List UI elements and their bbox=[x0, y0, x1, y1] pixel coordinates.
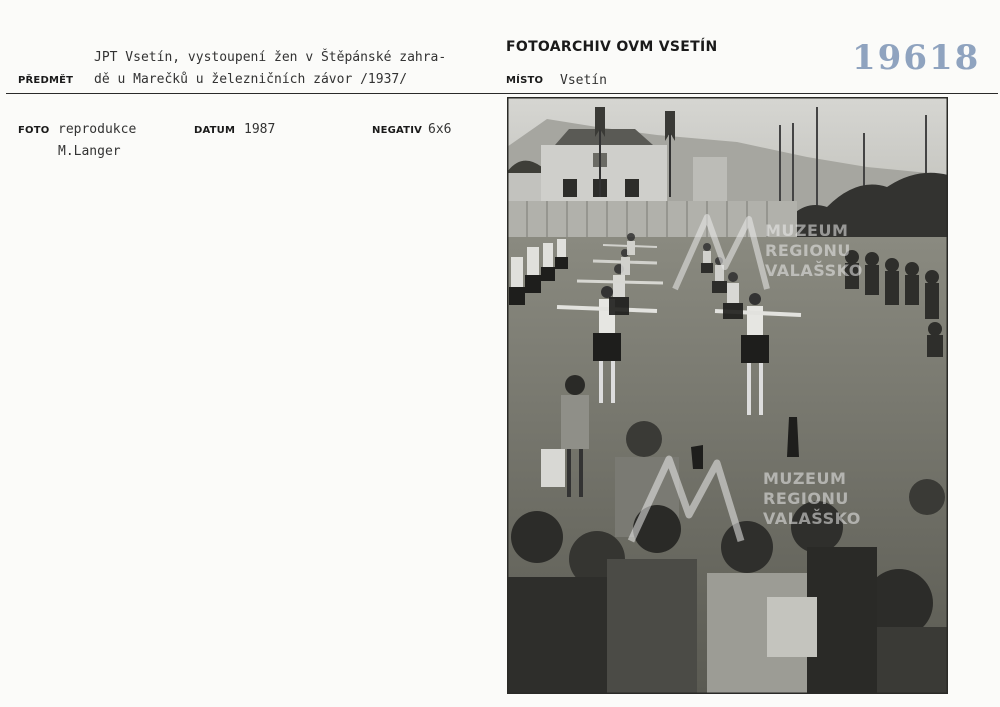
museum-logo-icon-bottom bbox=[623, 449, 763, 549]
watermark-bottom-line-1: MUZEUM bbox=[763, 469, 847, 488]
subject-line-2: dě u Marečků u železničních závor /1937/ bbox=[94, 72, 408, 87]
negativ-value: 6x6 bbox=[428, 122, 452, 137]
watermark-bottom-line-2: REGIONU bbox=[763, 489, 849, 508]
foto-value-line-2: M.Langer bbox=[58, 144, 121, 159]
watermark-top-line-2: REGIONU bbox=[765, 241, 851, 260]
misto-label: MÍSTO bbox=[506, 75, 544, 86]
watermark-bottom bbox=[763, 469, 861, 529]
watermark-bottom-line-3: VALAŠSKO bbox=[763, 509, 861, 528]
archive-title: FOTOARCHIV OVM VSETÍN bbox=[506, 39, 718, 55]
negativ-label: NEGATIV bbox=[372, 125, 423, 136]
watermark-top-line-1: MUZEUM bbox=[765, 221, 849, 240]
watermark-top bbox=[765, 221, 863, 281]
photo-scene bbox=[507, 97, 948, 694]
catalog-number: 19618 bbox=[852, 38, 981, 78]
datum-value: 1987 bbox=[244, 122, 276, 137]
field-pennant bbox=[787, 417, 799, 457]
datum-label: DATUM bbox=[194, 125, 236, 136]
predmet-label: PŘEDMĚT bbox=[18, 75, 74, 86]
place-value: Vsetín bbox=[560, 73, 607, 88]
header-rule bbox=[6, 93, 998, 94]
foto-value-line-1: reprodukce bbox=[58, 122, 137, 137]
watermark-top-line-3: VALAŠSKO bbox=[765, 261, 863, 280]
subject-line-1: JPT Vsetín, vystoupení žen v Štěpánské zahra- bbox=[94, 50, 447, 65]
foto-label: FOTO bbox=[18, 125, 50, 136]
historical-photograph bbox=[507, 97, 948, 694]
